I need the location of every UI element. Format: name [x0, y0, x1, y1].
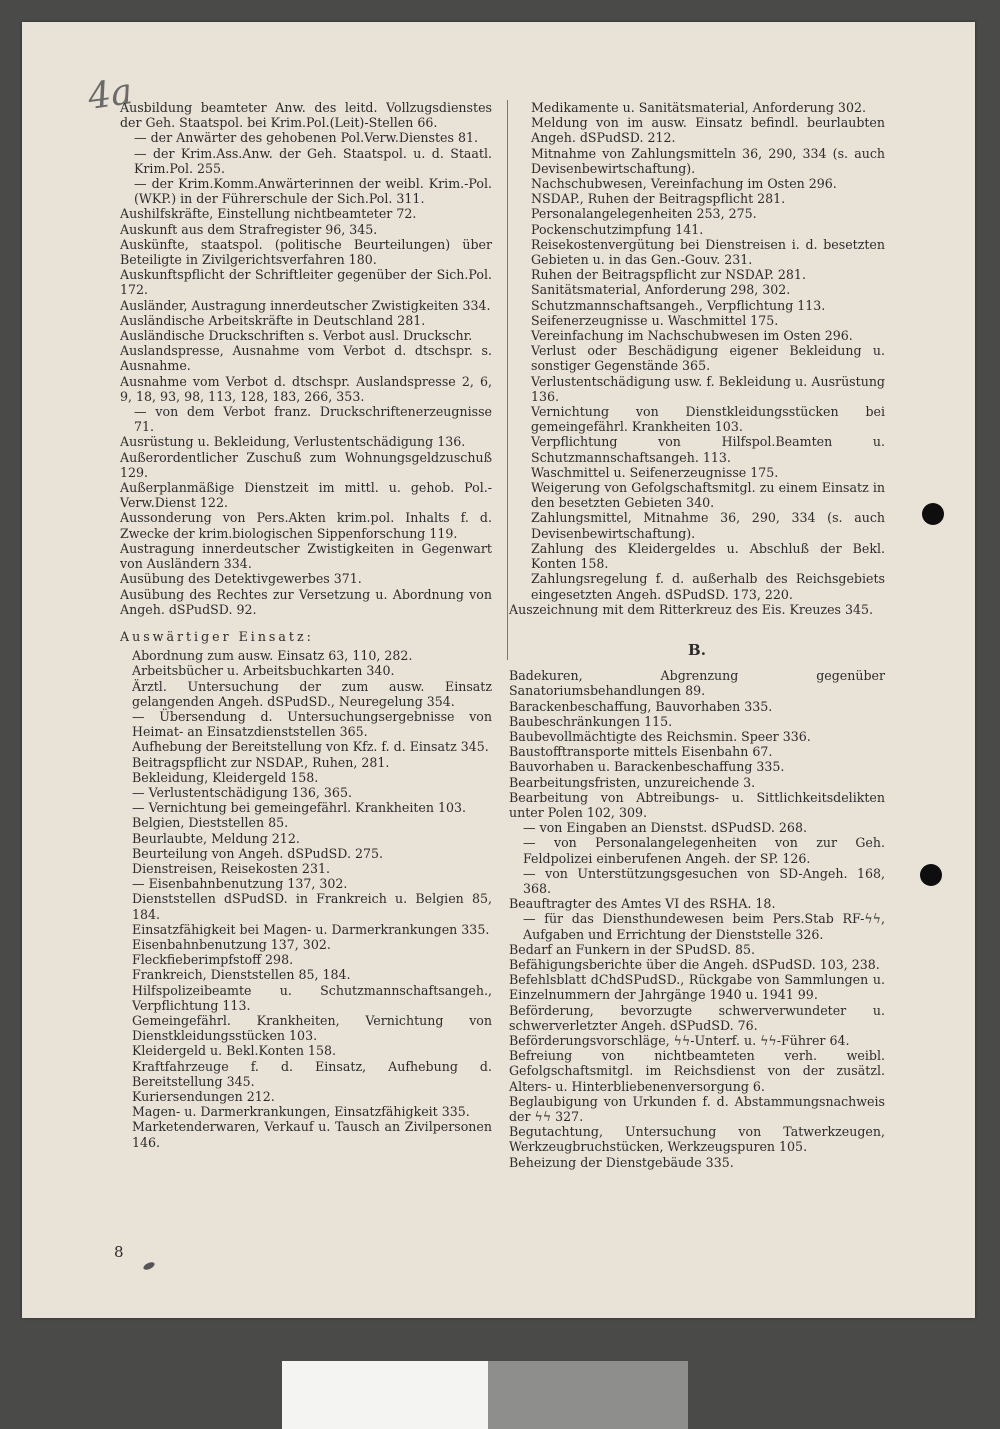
index-entry: Magen- u. Darmerkrankungen, Einsatzfähigkeit 335.	[132, 1104, 470, 1120]
page-number: 8	[114, 1243, 124, 1261]
index-entry: Vereinfachung im Nachschubwesen im Osten 296.	[531, 328, 853, 344]
index-entry: Dienstreisen, Reisekosten 231.	[132, 860, 330, 876]
index-entry: Beitragspflicht zur NSDAP., Ruhen, 281.	[132, 754, 390, 770]
calibration-card-gray	[488, 1361, 688, 1429]
index-entry: Beglaubigung von Urkunden f. d. Abstammungsnachweis der ϟϟ 327.	[509, 1093, 885, 1124]
index-entry: Begutachtung, Untersuchung von Tatwerkzeugen, Werkzeugbruchstücken, Werkzeugspuren 105.	[509, 1124, 885, 1155]
index-entry: Ausübung des Detektivgewerbes 371.	[120, 571, 362, 587]
index-entry: Ausübung des Rechtes zur Versetzung u. Abordnung von Angeh. dSPudSD. 92.	[120, 586, 492, 617]
index-entry: Beauftragter des Amtes VI des RSHA. 18.	[509, 896, 776, 912]
index-entry: NSDAP., Ruhen der Beitragspflicht 281.	[531, 191, 786, 207]
index-entry: Ausbildung beamteter Anw. des leitd. Vollzugsdienstes der Geh. Staatspol. bei Krim.Pol.(Leit)-Stellen 66.	[120, 100, 492, 131]
index-entry: Ausnahme vom Verbot d. dtschspr. Auslandspresse 2, 6, 9, 18, 93, 98, 113, 128, 183, 266, 353.	[120, 373, 492, 404]
index-entry: Beförderung, bevorzugte schwerverwundeter u. schwerverletzter Angeh. dSPudSD. 76.	[509, 1002, 885, 1033]
index-entry: Zahlungsregelung f. d. außerhalb des Reichsgebiets eingesetzten Angeh. dSPudSD. 173, 220.	[531, 571, 885, 602]
index-entry: Kleidergeld u. Bekl.Konten 158.	[132, 1043, 336, 1059]
index-entry: Bekleidung, Kleidergeld 158.	[132, 769, 319, 785]
calibration-card-white	[282, 1361, 488, 1429]
index-entry: — Eisenbahnbenutzung 137, 302.	[132, 876, 348, 892]
index-entry: Beförderungsvorschläge, ϟϟ-Unterf. u. ϟϟ-Führer 64.	[509, 1032, 850, 1048]
index-entry: Ruhen der Beitragspflicht zur NSDAP. 281.	[531, 267, 806, 283]
index-entry: Verlust oder Beschädigung eigener Bekleidung u. sonstiger Gegenstände 365.	[531, 343, 885, 374]
index-entry: Dienststellen dSPudSD. in Frankreich u. Belgien 85, 184.	[132, 891, 492, 922]
punch-hole	[922, 503, 944, 525]
index-entry: — für das Diensthundewesen beim Pers.Stab RF-ϟϟ, Aufgaben und Errichtung der Dienststelle 326.	[523, 911, 885, 942]
index-entry: Reisekostenvergütung bei Dienstreisen i. d. besetzten Gebieten u. in das Gen.-Gouv. 231.	[531, 236, 885, 268]
index-entry: Aushilfskräfte, Einstellung nichtbeamteter 72.	[120, 206, 417, 222]
index-entry: Frankreich, Dienststellen 85, 184.	[132, 967, 351, 983]
index-entry: Befehlsblatt dChdSPudSD., Rückgabe von Sammlungen u. Einzelnummern der Jahrgänge 1940 u. 1941 99.	[509, 972, 885, 1003]
index-entry: Zahlungsmittel, Mitnahme 36, 290, 334 (s. auch Devisenbewirtschaftung).	[531, 510, 885, 541]
index-entry: Ausländische Druckschriften s. Verbot ausl. Druckschr.	[120, 328, 473, 344]
index-entry: Verpflichtung von Hilfspol.Beamten u. Schutzmannschaftsangeh. 113.	[531, 434, 885, 465]
index-entry: Bedarf an Funkern in der SPudSD. 85.	[509, 941, 756, 957]
index-entry: Barackenbeschaffung, Bauvorhaben 335.	[509, 698, 773, 714]
left-entries	[120, 100, 492, 617]
index-entry: Bearbeitungsfristen, unzureichende 3.	[509, 774, 756, 790]
index-entry: Hilfspolizeibeamte u. Schutzmannschaftsangeh., Verpflichtung 113.	[132, 982, 492, 1013]
index-entry: — der Anwärter des gehobenen Pol.Verw.Dienstes 81.	[134, 130, 479, 146]
handwritten-note: 4a	[85, 71, 136, 118]
index-entry: Auskunft aus dem Strafregister 96, 345.	[120, 221, 378, 237]
index-entry: Beheizung der Dienstgebäude 335.	[509, 1154, 734, 1170]
index-entry: Abordnung zum ausw. Einsatz 63, 110, 282.	[132, 648, 413, 664]
index-entry: Marketenderwaren, Verkauf u. Tausch an Zivilpersonen 146.	[132, 1119, 492, 1150]
index-entry: Seifenerzeugnisse u. Waschmittel 175.	[531, 312, 779, 328]
index-entry: — der Krim.Ass.Anw. der Geh. Staatspol. u. d. Staatl. Krim.Pol. 255.	[134, 145, 492, 176]
index-entry: Außerplanmäßige Dienstzeit im mittl. u. gehob. Pol.-Verw.Dienst 122.	[120, 480, 492, 511]
column-divider	[507, 100, 508, 660]
index-entry: Auszeichnung mit dem Ritterkreuz des Eis. Kreuzes 345.	[509, 601, 874, 617]
index-entry: Beurlaubte, Meldung 212.	[132, 830, 300, 846]
letter-heading: B.	[688, 640, 706, 659]
index-entry: Pockenschutzimpfung 141.	[531, 221, 704, 237]
punch-hole	[920, 864, 942, 886]
index-entry: Arbeitsbücher u. Arbeitsbuchkarten 340.	[132, 663, 395, 679]
index-entry: Außerordentlicher Zuschuß zum Wohnungsgeldzuschuß 129.	[120, 449, 492, 480]
index-entry: Fleckfieberimpfstoff 298.	[132, 952, 294, 968]
index-entry: — Übersendung d. Untersuchungsergebnisse von Heimat- an Einsatzdienststellen 365.	[132, 708, 492, 740]
index-entry: Waschmittel u. Seifenerzeugnisse 175.	[531, 464, 779, 480]
index-entry: Mitnahme von Zahlungsmitteln 36, 290, 334 (s. auch Devisenbewirtschaftung).	[531, 145, 885, 176]
section-heading: Auswärtiger Einsatz:	[120, 628, 314, 644]
index-entry: Bauvorhaben u. Barackenbeschaffung 335.	[509, 759, 785, 775]
index-entry: Vernichtung von Dienstkleidungsstücken bei gemeingefährl. Krankheiten 103.	[531, 404, 885, 435]
index-entry: Aussonderung von Pers.Akten krim.pol. Inhalts f. d. Zwecke der krim.biologischen Sippenforschung 119.	[120, 510, 492, 541]
index-entry: Verlustentschädigung usw. f. Bekleidung u. Ausrüstung 136.	[531, 373, 885, 404]
index-entry: Ausländer, Austragung innerdeutscher Zwistigkeiten 334.	[120, 297, 491, 313]
index-entry: Medikamente u. Sanitätsmaterial, Anforderung 302.	[531, 100, 866, 115]
index-entry: Kraftfahrzeuge f. d. Einsatz, Aufhebung d. Bereitstellung 345.	[132, 1058, 492, 1089]
left-column	[120, 100, 492, 1150]
index-entry: Befreiung von nichtbeamteten verh. weibl. Gefolgschaftsmitgl. im Reichsdienst von der zusätzl. Alters- u. Hinterbliebenenversorgung 6.	[509, 1048, 885, 1094]
index-entry: Baustofftransporte mittels Eisenbahn 67.	[509, 744, 773, 760]
index-entry: Belgien, Dieststellen 85.	[132, 815, 289, 831]
index-entry: Sanitätsmaterial, Anforderung 298, 302.	[531, 282, 791, 298]
index-entry: — Verlustentschädigung 136, 365.	[132, 784, 352, 800]
index-entry: Befähigungsberichte über die Angeh. dSPudSD. 103, 238.	[509, 956, 880, 972]
index-entry: Zahlung des Kleidergeldes u. Abschluß der Bekl. Konten 158.	[531, 540, 885, 572]
index-entry: Personalangelegenheiten 253, 275.	[531, 206, 757, 222]
index-entry: Ausländische Arbeitskräfte in Deutschland 281.	[120, 312, 426, 328]
index-entry: — der Krim.Komm.Anwärterinnen der weibl. Krim.-Pol. (WKP.) in der Führerschule der Sich.Pol. 311.	[134, 176, 492, 207]
right-group-entries	[509, 100, 885, 602]
index-entry: Auskünfte, staatspol. (politische Beurteilungen) über Beteiligte in Zivilgerichtsverfahren 180.	[120, 236, 492, 268]
index-entry: Austragung innerdeutscher Zwistigkeiten in Gegenwart von Ausländern 334.	[120, 540, 492, 572]
right-b-entries	[509, 668, 885, 1170]
index-entry: Weigerung von Gefolgschaftsmitgl. zu einem Einsatz in den besetzten Gebieten 340.	[531, 480, 885, 511]
index-entry: — von Personalangelegenheiten von zur Geh. Feldpolizei einberufenen Angeh. der SP. 126.	[523, 835, 885, 866]
index-entry: Beurteilung von Angeh. dSPudSD. 275.	[132, 845, 384, 861]
right-column	[509, 100, 885, 1170]
index-entry: — von Eingaben an Dienstst. dSPudSD. 268.	[523, 820, 807, 836]
index-entry: Meldung von im ausw. Einsatz befindl. beurlaubten Angeh. dSPudSD. 212.	[531, 115, 885, 146]
index-entry: Ausrüstung u. Bekleidung, Verlustentschädigung 136.	[120, 434, 466, 450]
index-entry: Baubeschränkungen 115.	[509, 713, 673, 729]
index-entry: — Vernichtung bei gemeingefährl. Krankheiten 103.	[132, 800, 467, 816]
right-after-entries	[509, 602, 885, 617]
index-entry: Baubevollmächtigte des Reichsmin. Speer 336.	[509, 728, 811, 744]
index-entry: Eisenbahnbenutzung 137, 302.	[132, 936, 331, 952]
index-entry: Bearbeitung von Abtreibungs- u. Sittlichkeitsdelikten unter Polen 102, 309.	[509, 789, 885, 820]
index-entry: Kuriersendungen 212.	[132, 1089, 275, 1104]
index-entry: — von dem Verbot franz. Druckschriftenerzeugnisse 71.	[134, 404, 492, 435]
index-entry: Gemeingefährl. Krankheiten, Vernichtung von Dienstkleidungsstücken 103.	[132, 1012, 492, 1044]
index-entry: Aufhebung der Bereitstellung von Kfz. f. d. Einsatz 345.	[132, 739, 489, 755]
index-entry: Einsatzfähigkeit bei Magen- u. Darmerkrankungen 335.	[132, 921, 490, 937]
index-entry: Schutzmannschaftsangeh., Verpflichtung 113.	[531, 297, 826, 313]
index-entry: — von Unterstützungsgesuchen von SD-Angeh. 168, 368.	[523, 865, 885, 896]
index-entry: Badekuren, Abgrenzung gegenüber Sanatoriumsbehandlungen 89.	[509, 668, 885, 699]
index-entry: Auslandspresse, Ausnahme vom Verbot d. dtschspr. s. Ausnahme.	[120, 343, 492, 374]
index-entry: Ärztl. Untersuchung der zum ausw. Einsatz gelangenden Angeh. dSPudSD., Neuregelung 354.	[132, 678, 492, 709]
index-entry: Nachschubwesen, Vereinfachung im Osten 296.	[531, 176, 837, 192]
left-group-entries	[120, 648, 492, 1150]
index-entry: Auskunftspflicht der Schriftleiter gegenüber der Sich.Pol. 172.	[120, 267, 492, 298]
